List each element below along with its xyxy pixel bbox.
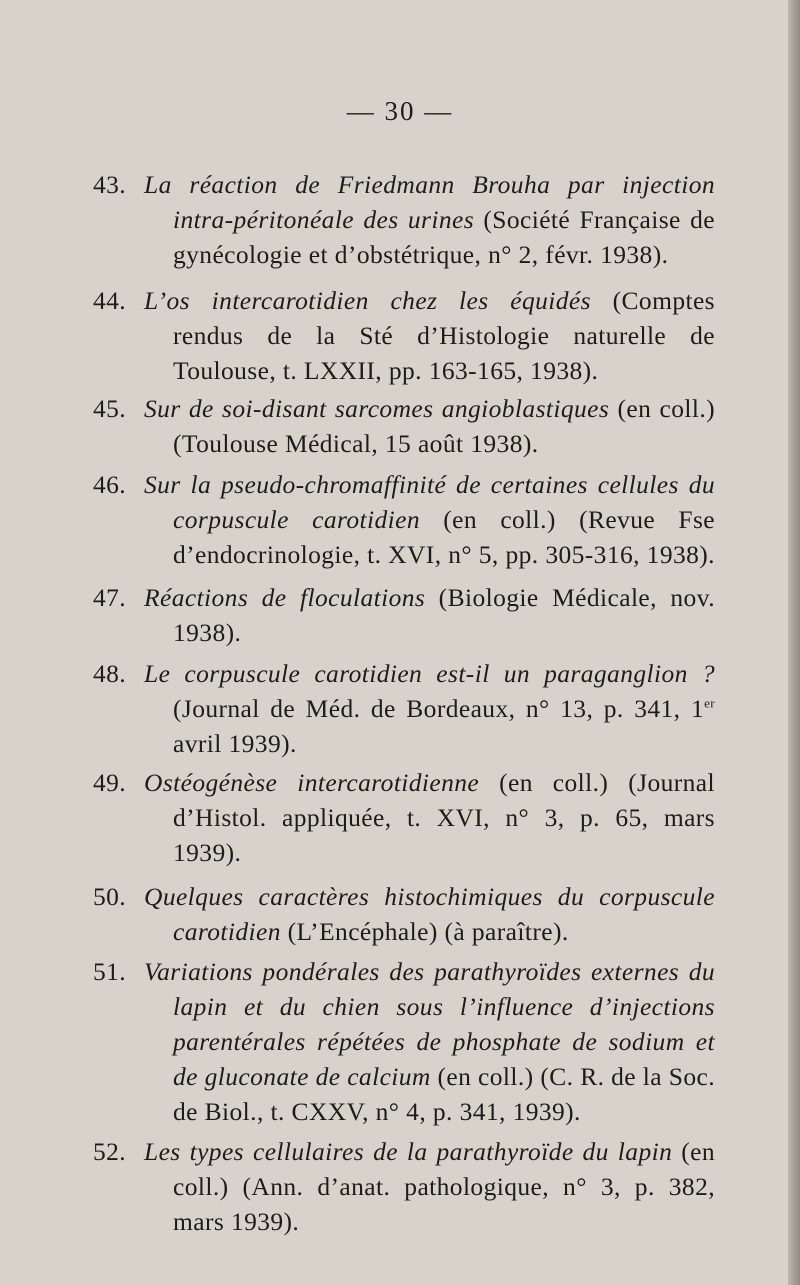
entry-number: 51.: [93, 957, 127, 986]
entry-content: [93, 580, 715, 650]
entry-number: 49.: [93, 768, 127, 797]
entry-number: 45.: [93, 394, 127, 423]
entry-49: [93, 765, 715, 870]
entry-title: Variations pondérales des parathyroïdes externes du lapin et du chien sous l’influence d’injections parentérales répétées de phosphate de sodium et de gluconate de calcium: [144, 957, 715, 1091]
entry-content: [93, 391, 715, 461]
page-number: — 30 —: [346, 96, 454, 126]
entry-citation: (en coll.) (C. R. de la Soc. de Biol., t. CXXV, n° 4, p. 341, 1939).: [173, 1062, 715, 1126]
entry-content: [93, 765, 715, 870]
entry-title: Sur de soi-disant sarcomes angioblastiques: [144, 394, 610, 423]
entry-date-ordinal: er: [704, 695, 715, 711]
entry-number: 50.: [93, 882, 127, 911]
entry-citation: (en coll.) (Ann. d’anat. pathologique, n° 3, p. 382, mars 1939).: [173, 1137, 715, 1236]
entry-48: [93, 656, 715, 761]
entry-number: 44.: [93, 286, 127, 315]
entry-citation: (en coll.) (Revue Fse d’endocrinologie, t. XVI, n° 5, pp. 305-316, 1938).: [173, 505, 716, 569]
entry-date-rest: avril 1939).: [173, 729, 297, 758]
entry-43: [93, 167, 715, 272]
page-edge: [788, 0, 800, 1285]
entry-title: Quelques caractères histochimiques du corpuscule carotidien: [144, 882, 715, 946]
entry-citation: (Comptes rendus de la Sté d’Histologie naturelle de Toulouse, t. LXXII, pp. 163-165, 1938).: [173, 286, 715, 385]
entry-title: Ostéogénèse intercarotidienne: [144, 768, 480, 797]
entry-46: [93, 467, 715, 572]
entry-52: [93, 1134, 715, 1239]
entry-title: Les types cellulaires de la parathyroïde du lapin: [144, 1137, 673, 1166]
entry-title: Le corpuscule carotidien est-il un paraganglion ?: [144, 659, 715, 688]
entry-title: La réaction de Friedmann Brouha par injection intra-péritonéale des urines: [144, 170, 715, 234]
entry-number: 47.: [93, 583, 127, 612]
entry-title: Réactions de floculations: [144, 583, 426, 612]
entry-number: 46.: [93, 470, 127, 499]
entry-number: 43.: [93, 170, 127, 199]
entry-date-day: 1: [690, 694, 705, 723]
entry-content: [93, 283, 715, 388]
entry-45: [93, 391, 715, 461]
entry-title: Sur la pseudo-chromaffinité de certaines cellules du corpuscule carotidien: [144, 470, 715, 534]
entry-44: [93, 283, 715, 388]
entry-content: [93, 656, 715, 761]
entry-content: [93, 879, 715, 949]
entry-number: 52.: [93, 1137, 127, 1166]
entry-content: [93, 167, 715, 272]
entry-content: [93, 467, 715, 572]
entry-citation: (Journal de Méd. de Bordeaux, n° 13, p. 341,: [173, 694, 681, 723]
entry-citation: (Biologie Médicale, nov. 1938).: [173, 583, 715, 647]
entry-number: 48.: [93, 659, 127, 688]
entry-citation: (en coll.) (Journal d’Histol. appliquée, t. XVI, n° 3, p. 65, mars 1939).: [173, 768, 715, 867]
entry-citation: (en coll.) (Toulouse Médical, 15 août 1938).: [173, 394, 715, 458]
entry-content: [93, 1134, 715, 1239]
entry-47: [93, 580, 715, 650]
entry-51: [93, 954, 715, 1129]
entry-citation: (L’Encéphale) (à paraître).: [280, 917, 569, 946]
entry-content: [93, 954, 715, 1129]
entry-50: [93, 879, 715, 949]
entry-citation: (Société Française de gynécologie et d’obstétrique, n° 2, févr. 1938).: [173, 205, 715, 269]
entry-title: L’os intercarotidien chez les équidés: [144, 286, 591, 315]
